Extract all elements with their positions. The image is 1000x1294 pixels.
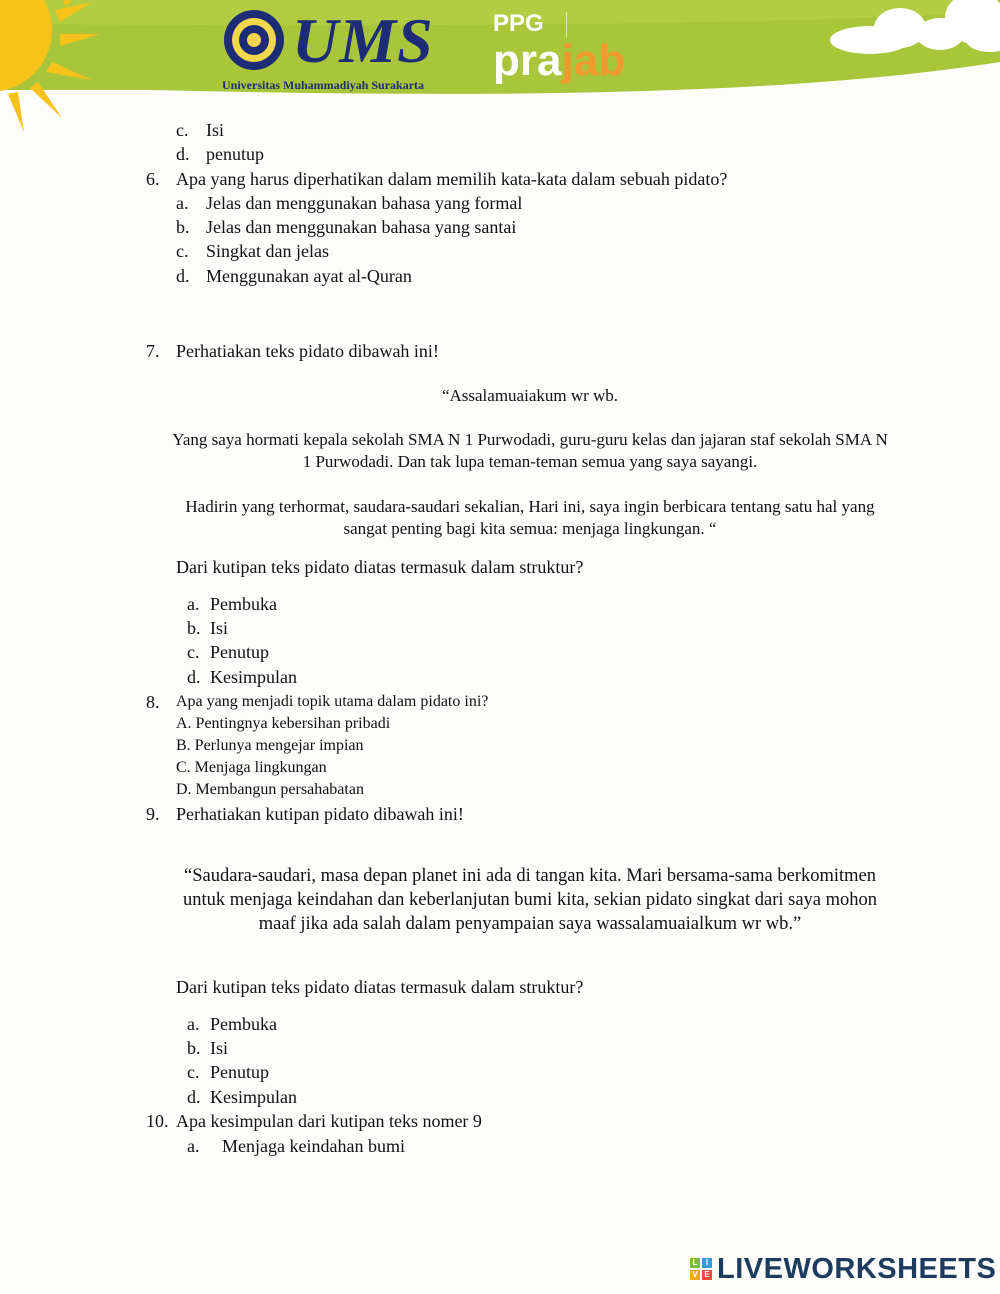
q7-option-a-letter: a. [187,594,200,614]
q8-option-a: A. Pentingnya kebersihan pribadi [176,715,391,732]
q10-option-a: Menjaga keindahan bumi [222,1136,405,1156]
q7-option-d-letter: d. [187,667,201,687]
q8-option-d: D. Membangun persahabatan [176,781,364,798]
q9-option-d: Kesimpulan [210,1087,297,1107]
sun-icon [0,0,200,140]
q7-quote-greeting: “Assalamuaiakum wr wb. [441,386,619,405]
badge-letter: I [702,1258,712,1268]
q9-quote: “Saudara-saudari, masa depan planet ini ada di tangan kita. Mari bersama-sama berkomitmen untuk menjaga keindahan dan keberlanjutan bumi kita, sekian pidato singkat dari saya mohon maaf jika ada salah dalam penyampaian saya wassalamuaialkum wr wb.” [182,866,878,934]
live-badge-icon [690,1258,712,1280]
q7-option-b: Isi [210,618,228,638]
q9-option-d-letter: d. [187,1087,201,1107]
badge-letter: V [690,1270,700,1280]
q5-option-c: c. [176,120,189,140]
q7-option-a: Pembuka [210,594,277,614]
q7-quote-opening: Hadirin yang terhormat, saudara-saudari sekalian, Hari ini, saya ingin berbicara tentang satu hal yang sangat penting bagi kita semua: menjaga lingkungan. “ [185,497,875,538]
q10-option-a-letter: a. [187,1136,200,1156]
q8-option-b: B. Perlunya mengejar impian [176,737,364,754]
program-top: PPG [493,10,544,37]
q8-number: 8. [146,692,160,712]
q7-option-c: Penutup [210,642,270,662]
q9-option-a: Pembuka [210,1014,277,1034]
q5-option-c-text: Isi [206,120,224,140]
q9-option-c-letter: c. [187,1062,200,1082]
university-seal-icon [222,8,286,72]
q6-option-c: Singkat dan jelas [206,241,329,261]
q6-option-a-letter: a. [176,193,189,213]
q9-option-b: Isi [210,1038,228,1058]
q8-text: Apa yang menjadi topik utama dalam pidato ini? [176,693,489,710]
q6-option-a: Jelas dan menggunakan bahasa yang formal [206,193,523,213]
q9-option-b-letter: b. [187,1038,201,1058]
q6-option-b: Jelas dan menggunakan bahasa yang santai [206,217,517,237]
q6-option-c-letter: c. [176,241,189,261]
q9-sub-question: Dari kutipan teks pidato diatas termasuk dalam struktur? [176,977,584,997]
q7-option-c-letter: c. [187,642,200,662]
q7-text: Perhatiakan teks pidato dibawah ini! [176,341,439,361]
q5-option-d: d. [176,144,190,164]
header-divider [566,12,567,38]
q8-option-c: C. Menjaga lingkungan [176,759,327,776]
q7-sub-question: Dari kutipan teks pidato diatas termasuk dalam struktur? [176,557,584,577]
badge-letter: E [702,1270,712,1280]
liveworksheets-logo[interactable] [690,1252,996,1286]
logo-name: UMS [292,5,434,76]
q6-option-d-letter: d. [176,266,190,286]
q9-text: Perhatiakan kutipan pidato dibawah ini! [176,804,464,824]
liveworksheets-brand: LIVEWORKSHEETS [717,1252,997,1285]
q9-option-c: Penutup [210,1062,270,1082]
program-word-b: jab [561,36,626,85]
q7-option-b-letter: b. [187,618,201,638]
program-word-a: pra [493,36,562,85]
program-logo [493,36,625,86]
q10-number: 10. [146,1111,169,1131]
q5-option-d-text: penutup [206,144,264,164]
q9-number: 9. [146,804,160,824]
q6-number: 6. [146,169,160,189]
q10-text: Apa kesimpulan dari kutipan teks nomer 9 [176,1111,482,1131]
q6-text: Apa yang harus diperhatikan dalam memilih kata-kata dalam sebuah pidato? [176,169,728,189]
q6-option-d: Menggunakan ayat al-Quran [206,266,412,286]
university-name: Universitas Muhammadiyah Surakarta [222,78,425,92]
q7-number: 7. [146,341,160,361]
badge-letter: L [690,1258,700,1268]
header-banner [0,0,1000,120]
q6-option-b-letter: b. [176,217,190,237]
q7-quote-salutation: Yang saya hormati kepala sekolah SMA N 1 Purwodadi, guru-guru kelas dan jajaran staf sekolah SMA N 1 Purwodadi. Dan tak lupa teman-teman semua yang saya sayangi. [172,430,888,471]
q7-option-d: Kesimpulan [210,667,297,687]
q9-option-a-letter: a. [187,1014,200,1034]
